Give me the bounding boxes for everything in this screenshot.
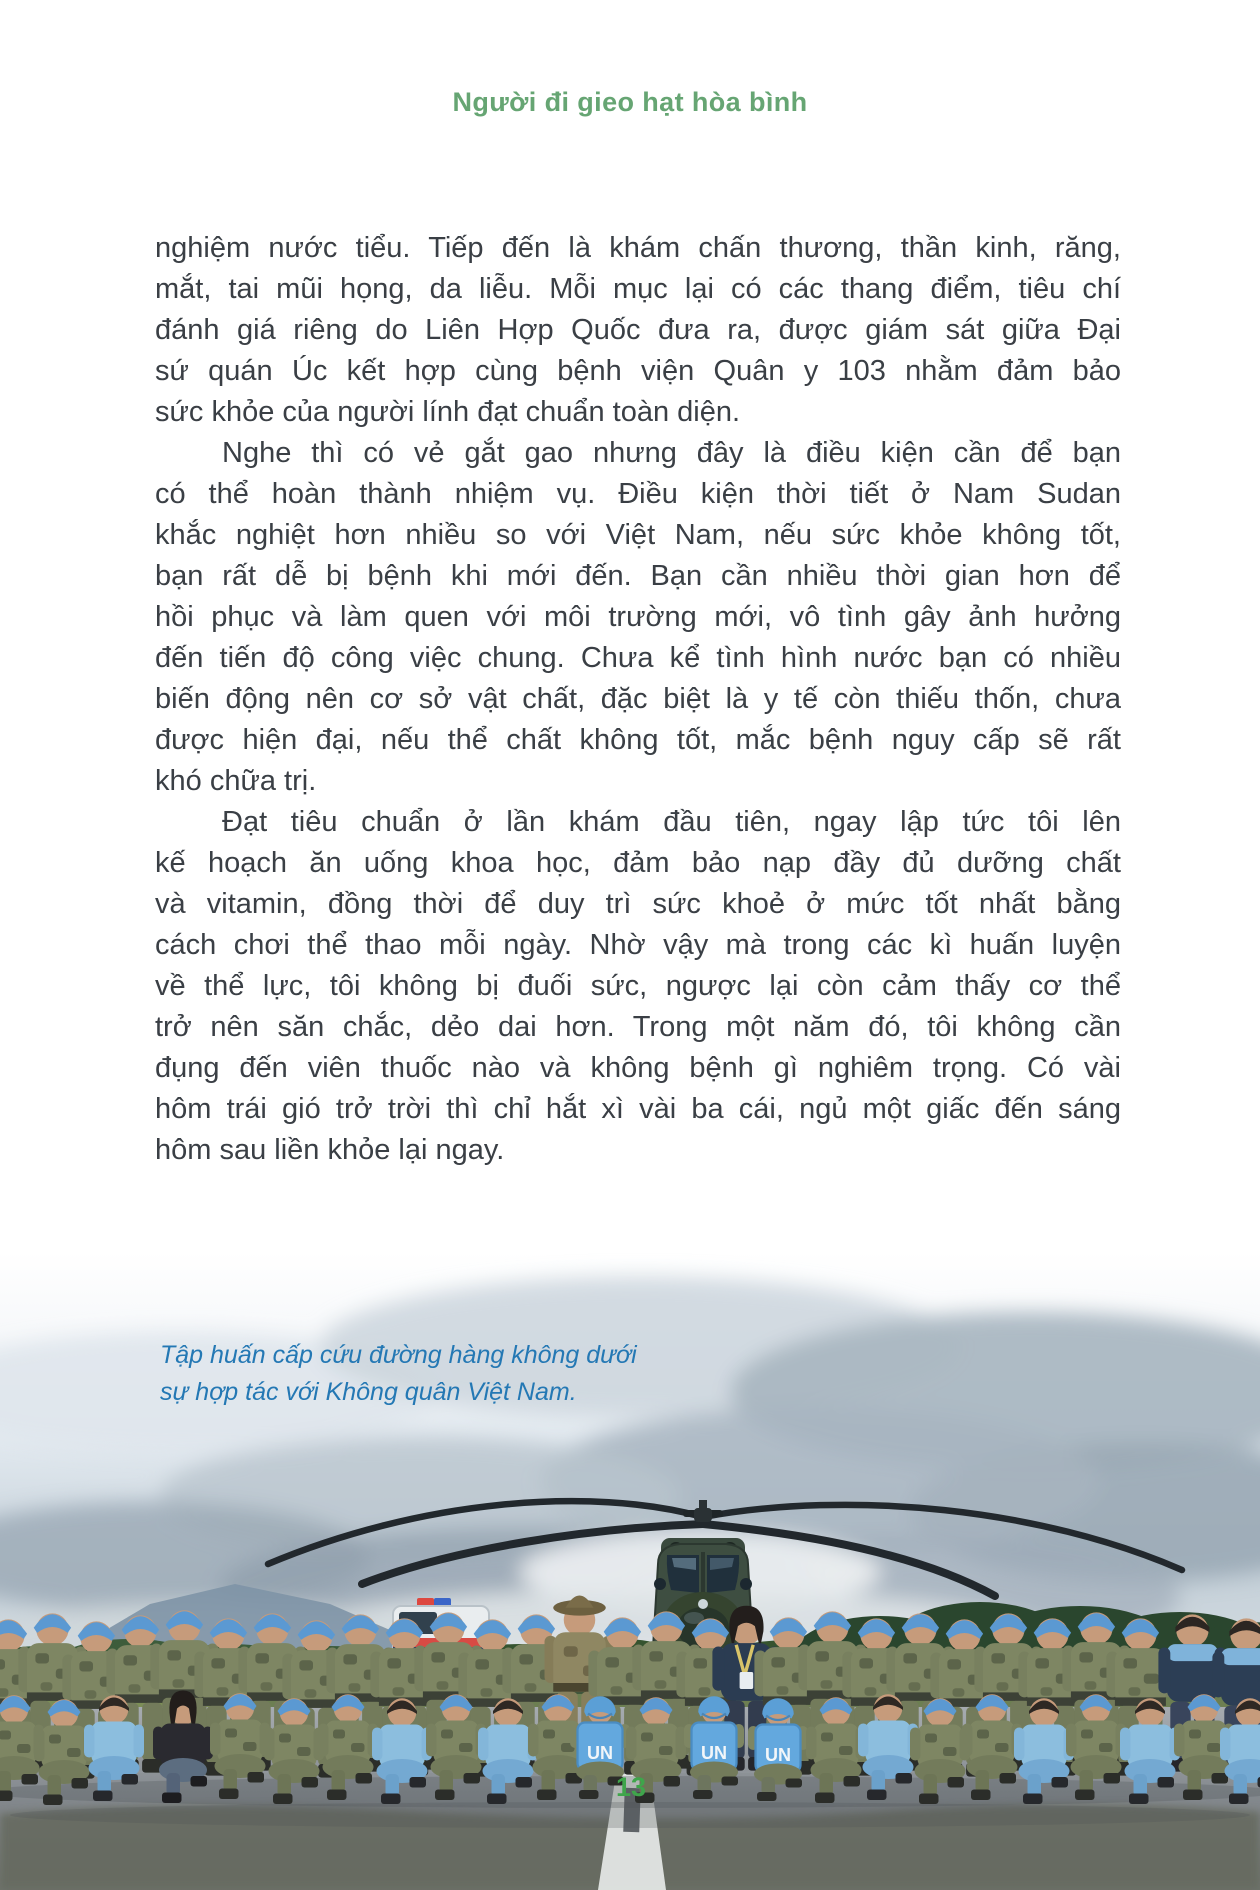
- body-line: khó chữa trị.: [155, 765, 317, 797]
- body-line: trở nên săn chắc, dẻo dai hơn. Trong một năm đó, tôi không cần: [155, 1011, 1121, 1043]
- caption-line: Tập huấn cấp cứu đường hàng không dưới: [160, 1341, 637, 1369]
- body-line: cách chơi thể thao mỗi ngày. Nhờ vậy mà trong các kì huấn luyện: [155, 929, 1121, 961]
- body-line: đụng đến viên thuốc nào và không bệnh gì nghiêm trọng. Có vài: [155, 1052, 1121, 1084]
- body-line: mắt, tai mũi họng, da liễu. Mỗi mục lại có các thang điểm, tiêu chí: [155, 273, 1121, 305]
- group-shadow: [10, 1802, 1250, 1828]
- body-line: Nghe thì có vẻ gắt gao nhưng đây là điều kiện cần để bạn: [222, 437, 1121, 469]
- body-line: có thể hoàn thành nhiệm vụ. Điều kiện thời tiết ở Nam Sudan: [155, 478, 1121, 510]
- body-line: hôm trái gió trở trời thì chỉ hắt xì vài ba cái, ngủ một giấc đến sáng: [155, 1093, 1121, 1125]
- body-line: đánh giá riêng do Liên Hợp Quốc đưa ra, được giám sát giữa Đại: [155, 314, 1121, 346]
- body-line: sức khỏe của người lính đạt chuẩn toàn diện.: [155, 396, 741, 428]
- caption-line: sự hợp tác với Không quân Việt Nam.: [160, 1378, 577, 1406]
- body-line: kế hoạch ăn uống khoa học, đảm bảo nạp đầy đủ dưỡng chất: [155, 847, 1121, 879]
- un-vest-label: UN: [587, 1743, 613, 1763]
- photo-caption: [160, 1337, 637, 1411]
- body-line: được hiện đại, nếu thể chất không tốt, mắc bệnh nguy cấp sẽ rất: [155, 724, 1121, 756]
- body-line: khắc nghiệt hơn nhiều so với Việt Nam, nếu sức khỏe không tốt,: [155, 519, 1121, 551]
- body-line: biến động nên cơ sở vật chất, đặc biệt là y tế còn thiếu thốn, chưa: [155, 683, 1121, 715]
- body-text: [155, 228, 1121, 1171]
- body-line: hồi phục và làm quen với môi trường mới, vô tình gây ảnh hưởng: [155, 601, 1121, 633]
- body-line: và vitamin, đồng thời để duy trì sức khoẻ ở mức tốt nhất bằng: [155, 888, 1121, 920]
- body-line: đến tiến độ công việc chung. Chưa kể tình hình nước bạn có nhiều: [155, 642, 1121, 674]
- page-number: 13: [615, 1772, 647, 1802]
- body-line: hôm sau liền khỏe lại ngay.: [155, 1134, 505, 1166]
- un-vest-label: UN: [765, 1745, 791, 1765]
- body-line: bạn rất dễ bị bệnh khi mới đến. Bạn cần nhiều thời gian hơn để: [155, 560, 1121, 592]
- running-head: Người đi gieo hạt hòa bình: [452, 87, 808, 117]
- un-vest-label: UN: [701, 1743, 727, 1763]
- body-line: Đạt tiêu chuẩn ở lần khám đầu tiên, ngay lập tức tôi lên: [222, 806, 1121, 838]
- body-line: về thể lực, tôi không bị đuối sức, ngược lại còn cảm thấy cơ thể: [155, 970, 1121, 1002]
- body-line: sứ quán Úc kết hợp cùng bệnh viện Quân y 103 nhằm đảm bảo: [155, 355, 1121, 387]
- body-line: nghiệm nước tiểu. Tiếp đến là khám chấn thương, thần kinh, răng,: [155, 232, 1121, 264]
